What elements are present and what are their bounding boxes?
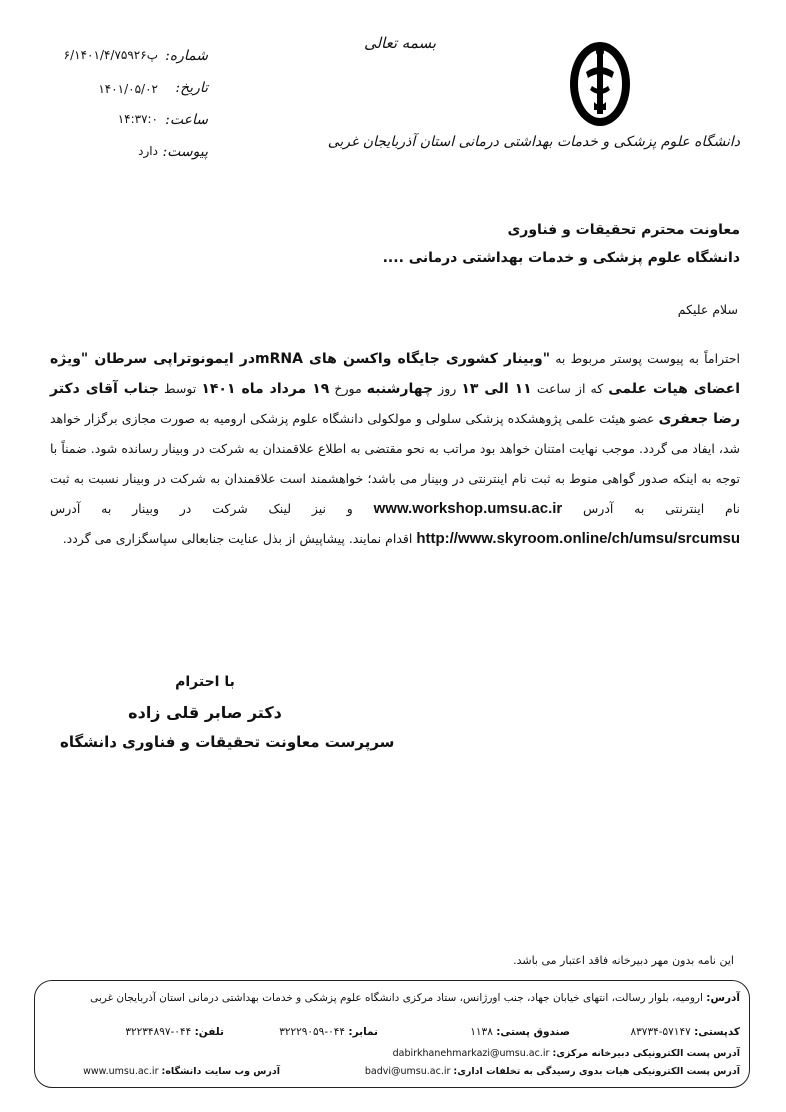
- pobox-value: ۱۱۳۸: [470, 1026, 493, 1038]
- fax-value: ۰۴۴-۳۲۲۲۹۰۵۹: [279, 1026, 346, 1038]
- footer-postal: [600, 1026, 740, 1038]
- footer-email2: [300, 1066, 740, 1077]
- webinar-title: "وبینار کشوری جایگاه واکسن های mRNAدر ایمونوتراپی سرطان "ویژه اعضای هیات علمی: [50, 351, 741, 397]
- footer-address: [44, 992, 740, 1004]
- university-logo-icon: [568, 40, 632, 128]
- webinar-day: چهارشنبه: [366, 381, 434, 397]
- body-text: و نیز لینک شرکت در وبینار به آدرس: [50, 501, 374, 516]
- fax-label: نمابر:: [348, 1026, 378, 1038]
- footer-fax: [238, 1026, 378, 1038]
- webinar-link[interactable]: http://www.skyroom.online/ch/umsu/srcumsu: [416, 530, 740, 547]
- email2-label: آدرس پست الکترونیکی هیات بدوی رسیدگی به تخلفات اداری:: [453, 1066, 740, 1077]
- website-label: آدرس وب سایت دانشگاه:: [161, 1066, 280, 1077]
- registration-link[interactable]: www.workshop.umsu.ac.ir: [373, 500, 563, 517]
- body-text: که از ساعت: [531, 381, 609, 396]
- phone-label: تلفن:: [194, 1026, 224, 1038]
- body-text: روز: [433, 381, 462, 396]
- university-name: دانشگاه علوم پزشکی و خدمات بهداشتی درمانی استان آذربایجان غربی: [327, 134, 740, 150]
- date-value: ۱۴۰۱/۰۵/۰۲: [98, 82, 158, 96]
- number-label: شماره:: [165, 48, 208, 64]
- footer-email1: [330, 1048, 740, 1059]
- email1-label: آدرس پست الکترونیکی دبیرخانه مرکزی:: [552, 1048, 740, 1059]
- date-label: تاریخ:: [175, 80, 208, 96]
- signature-name: دکتر صابر قلی زاده: [128, 703, 282, 722]
- email2-value[interactable]: badvi@umsu.ac.ir: [364, 1066, 451, 1077]
- address-value: ارومیه، بلوار رسالت، انتهای خیابان جهاد، جنب اورژانس، ستاد مرکزی دانشگاه علوم پزشکی و خدمات بهداشتی درمانی استان آذربایجان غربی: [90, 992, 703, 1004]
- footer-pobox: [420, 1026, 570, 1038]
- addressee-line2: دانشگاه علوم پزشکی و خدمات بهداشتی درمانی ....: [382, 250, 740, 266]
- greeting: سلام علیکم: [677, 302, 738, 317]
- number-value: ۶/۱۴۰۱/۴/۷۵۹۲۶پ: [63, 48, 158, 62]
- footer-phone: [84, 1026, 224, 1038]
- body-text: احتراماً به پیوست پوستر مربوط به: [550, 351, 740, 366]
- phone-value: ۰۴۴-۳۲۲۳۴۸۹۷: [125, 1026, 192, 1038]
- email1-value[interactable]: dabirkhanehmarkazi@umsu.ac.ir: [392, 1048, 550, 1059]
- addressee-line1: معاونت محترم تحقیقات و فناوری: [507, 222, 740, 238]
- attachment-label: پیوست:: [162, 144, 208, 160]
- speaker-name: جناب آقای دکتر رضا جعفری: [50, 381, 741, 427]
- time-label: ساعت:: [165, 112, 208, 128]
- body-text: مورخ: [329, 381, 367, 396]
- body-paragraph: [50, 344, 740, 554]
- body-text: اقدام نمایند. پیشاپیش از بذل عنایت جنابعالی سپاسگزاری می گردد.: [62, 531, 417, 546]
- footer-website: [60, 1066, 280, 1077]
- signature-closing: با احترام: [175, 674, 235, 690]
- postal-value: ۵۷۱۴۷-۸۳۷۳۴: [630, 1026, 691, 1038]
- address-label: آدرس:: [706, 992, 740, 1004]
- stamp-note: این نامه بدون مهر دبیرخانه فاقد اعتبار می باشد.: [513, 954, 734, 967]
- postal-label: کدپستی:: [694, 1026, 740, 1038]
- pobox-label: صندوق پستی:: [496, 1026, 570, 1038]
- body-text: توسط: [158, 381, 202, 396]
- webinar-hours: ۱۱ الی ۱۳: [461, 381, 532, 397]
- time-value: ۱۴:۳۷:۰: [117, 112, 158, 126]
- body-text: عضو هیئت علمی پژوهشکده پزشکی سلولی و مولکولی دانشگاه علوم پزشکی ارومیه به صورت مجازی برگزار خواهد شد، ایفاد می گردد. موجب نهایت امتنان خواهد بود مراتب به نحو مقتضی به اطلاع علاقمندان به شرکت در وبینار رسانده شود. ضمناً با توجه به اینکه صدور گواهی منوط به ثبت نام اینترنتی در وبینار می باشد؛ خواهشمند است علاقمندان به شرکت در وبینار نسبت به ثبت نام اینترنتی به آدرس: [50, 411, 740, 516]
- bismillah: بسمه تعالی: [363, 34, 437, 52]
- website-value[interactable]: www.umsu.ac.ir: [83, 1066, 159, 1077]
- attachment-value: دارد: [138, 144, 158, 158]
- signature-title: سرپرست معاونت تحقیقات و فناوری دانشگاه: [60, 733, 395, 751]
- webinar-date: ۱۹ مرداد ماه ۱۴۰۱: [201, 381, 330, 397]
